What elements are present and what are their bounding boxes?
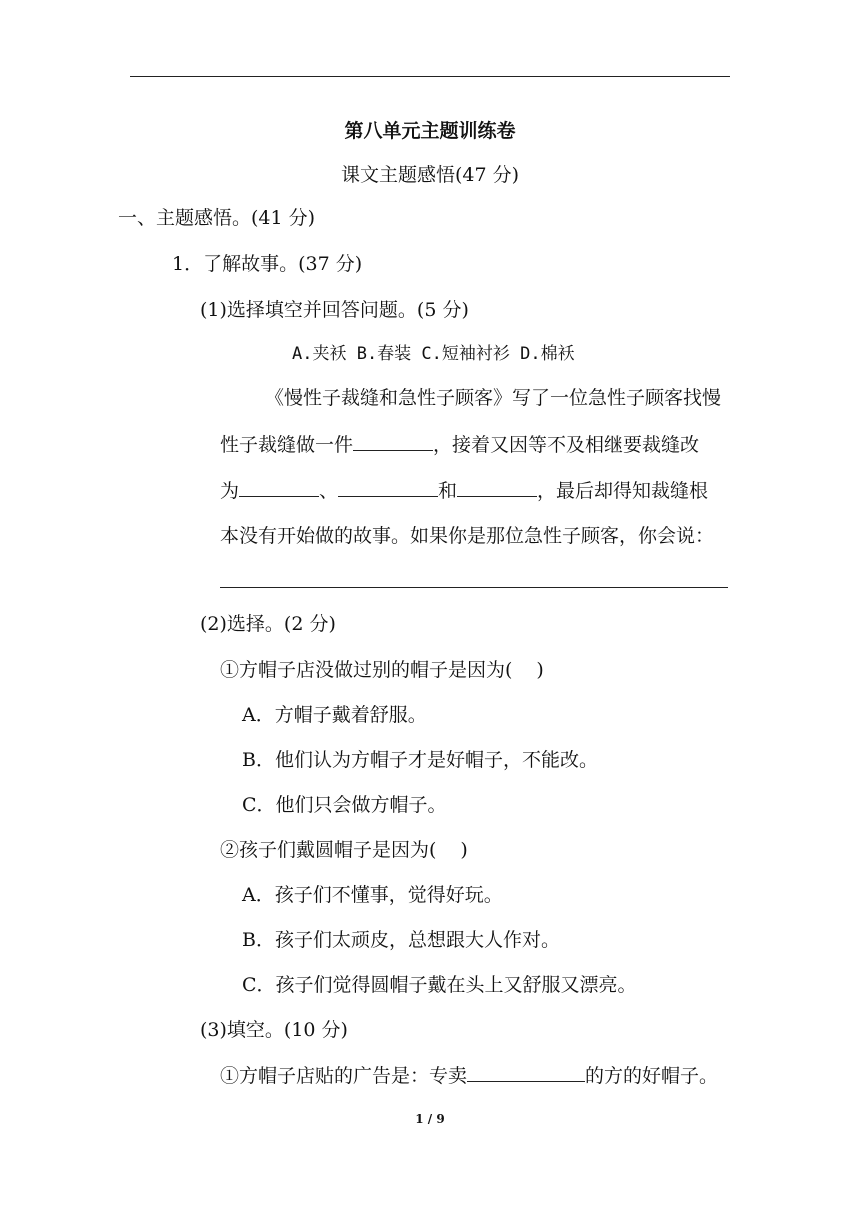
fill-blank[interactable] — [457, 478, 537, 497]
passage-text: 性子裁缝做一件 — [220, 434, 354, 456]
passage-text: 为 — [220, 480, 240, 502]
option-c: C．孩子们觉得圆帽子戴在头上又舒服又漂亮。 — [242, 974, 637, 996]
question-1-2-heading: (2)选择。(2 分) — [200, 613, 336, 635]
passage-text: 、 — [319, 480, 339, 502]
option-a: A．方帽子戴着舒服。 — [242, 704, 427, 726]
page-number: 1 / 9 — [415, 1112, 445, 1126]
section-heading: 一、主题感悟。(41 分) — [118, 207, 316, 229]
page-title: 第八单元主题训练卷 — [344, 120, 516, 142]
question-stem: ①方帽子店没做过别的帽子是因为( — [220, 659, 513, 681]
paren-close: ) — [536, 659, 544, 681]
question-1-1-heading: (1)选择填空并回答问题。(5 分) — [200, 299, 469, 321]
option-b: B．他们认为方帽子才是好帽子，不能改。 — [242, 749, 598, 771]
fill-question-1 — [220, 1063, 718, 1088]
passage-text: ，接着又因等不及相继要裁缝改 — [433, 434, 700, 456]
passage-line-4: 本没有开始做的故事。如果你是那位急性子顾客，你会说： — [220, 525, 715, 547]
question-stem: ②孩子们戴圆帽子是因为( — [220, 839, 437, 861]
fill-blank[interactable] — [353, 432, 433, 451]
fill-blank[interactable] — [338, 478, 438, 497]
passage-line-3 — [220, 478, 708, 503]
option-b: B．孩子们太顽皮，总想跟大人作对。 — [242, 929, 560, 951]
fill-blank[interactable] — [239, 478, 319, 497]
passage-text: 和 — [438, 480, 458, 502]
sub-question-2 — [220, 838, 468, 862]
page-subtitle: 课文主题感悟(47 分) — [340, 164, 520, 186]
option-c: C．他们只会做方帽子。 — [242, 794, 447, 816]
option-a: A．孩子们不懂事，觉得好玩。 — [242, 884, 503, 906]
choice-options: A.夹袄 B.春装 C.短袖衬衫 D.棉袄 — [292, 344, 575, 364]
question-1-3-heading: (3)填空。(10 分) — [200, 1019, 348, 1041]
sub-question-1 — [220, 658, 544, 682]
fill-blank[interactable] — [467, 1063, 585, 1082]
passage-text: ，最后却得知裁缝根 — [537, 480, 709, 502]
passage-line-1: 《慢性子裁缝和急性子顾客》写了一位急性子顾客找慢 — [265, 387, 722, 409]
paren-close: ) — [460, 839, 468, 861]
answer-line[interactable] — [220, 587, 728, 588]
question-stem-end: 的方的好帽子。 — [585, 1065, 719, 1087]
question-stem: ①方帽子店贴的广告是：专卖 — [220, 1065, 468, 1087]
header-rule — [130, 76, 730, 77]
passage-line-2 — [220, 432, 699, 457]
question-1-heading: 1．了解故事。(37 分) — [172, 253, 363, 275]
